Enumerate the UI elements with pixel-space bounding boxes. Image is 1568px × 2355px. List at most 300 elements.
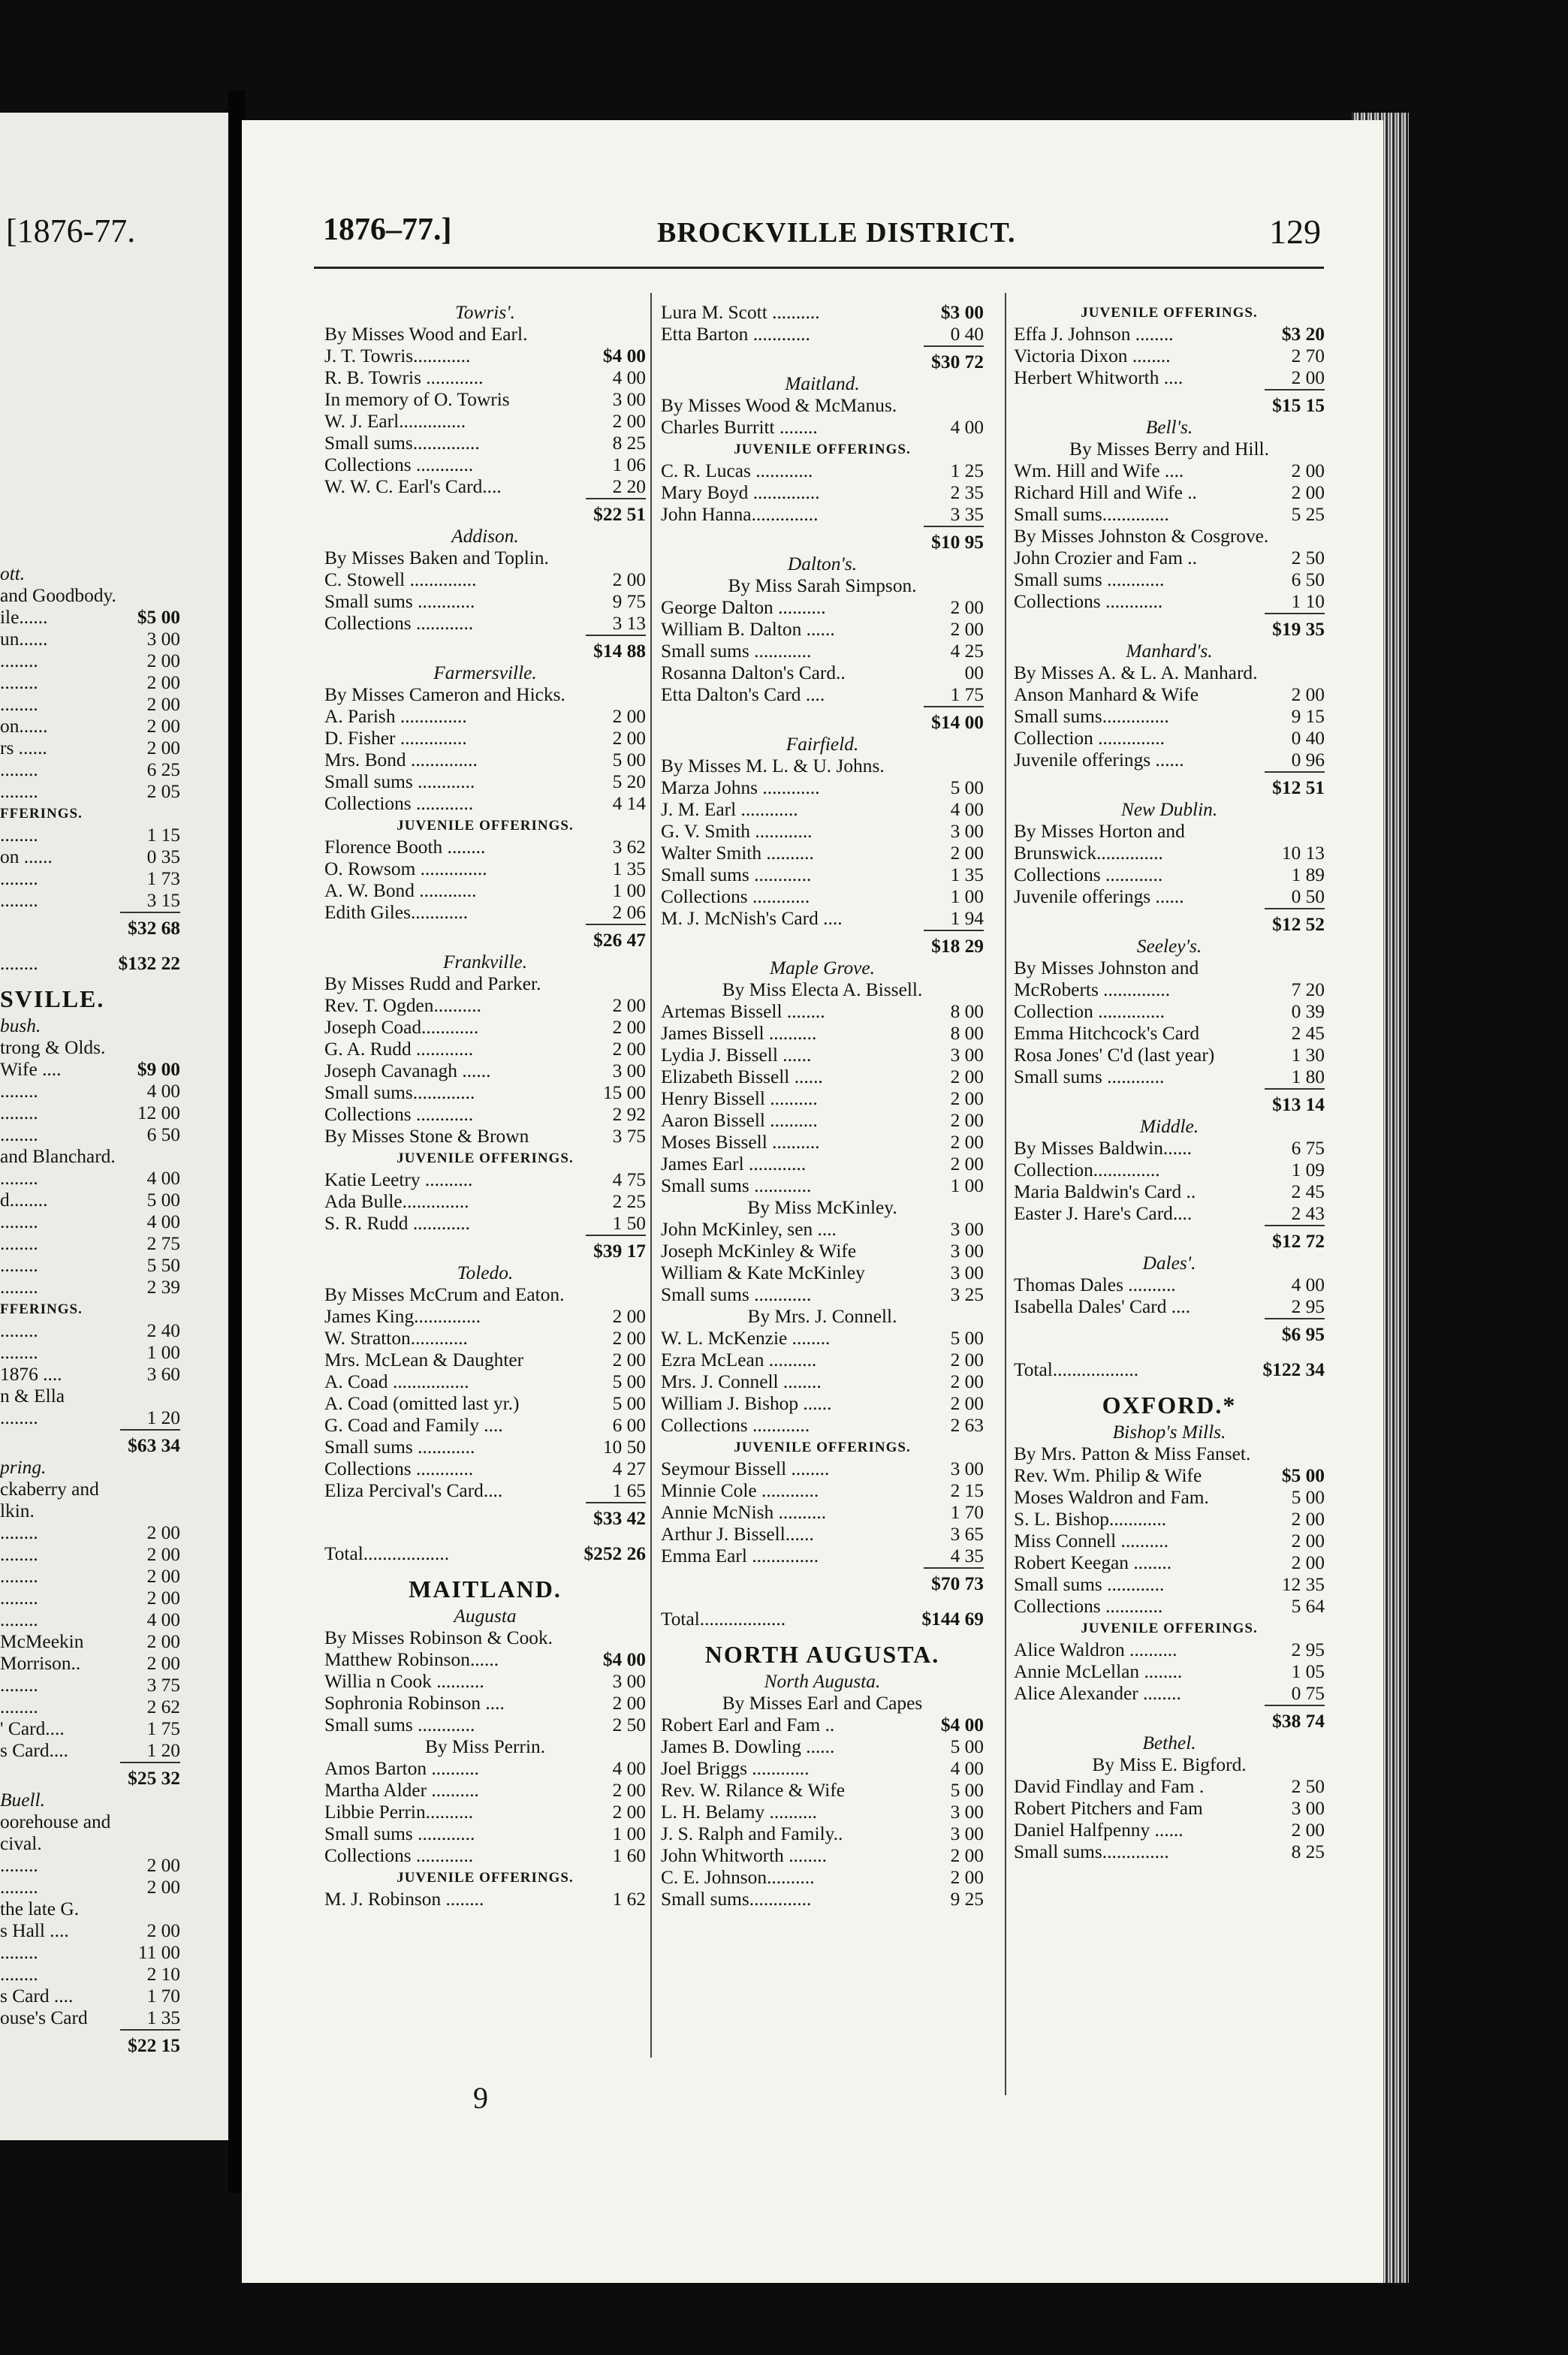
subtotal-rule [661,1567,984,1573]
entry-amount: 2 50 [1291,1776,1325,1797]
entry-row [1014,1639,1325,1661]
entry-row [661,302,984,324]
entry-name: ........ [0,1102,38,1123]
subtotal-rule [1014,1318,1325,1324]
heading-text: Maitland. [785,373,860,394]
entry-name: Victoria Dixon ........ [1014,345,1171,366]
previous-page-header: [1876-77. [6,213,136,249]
entry-name: By Misses Baldwin...... [1014,1138,1192,1159]
entry-row [0,1059,180,1081]
entry-row [324,1480,646,1502]
entry-amount: 2 00 [146,1544,180,1565]
entry-row [1014,843,1325,864]
entry-row [324,728,646,749]
entry-row [661,936,984,957]
entry-amount: 5 50 [146,1255,180,1276]
entry-amount: 3 25 [950,1284,984,1305]
entry-row [324,1241,646,1262]
entry-row [0,1435,180,1457]
heading-text: Augusta [454,1606,517,1627]
entry-amount: 3 62 [612,837,646,858]
entry-amount: 9 25 [950,1889,984,1910]
entry-name: Ezra McLean .......... [661,1349,817,1370]
entry-row [324,641,646,662]
entry-amount: 3 00 [950,1823,984,1844]
entry-amount: 2 00 [146,1877,180,1898]
subtotal-rule-mark [586,924,646,925]
section-heading [324,815,646,837]
entry-row [1014,777,1325,799]
entry-row [661,1736,984,1758]
entry-amount: 7 20 [1291,979,1325,1000]
entry-amount: 2 00 [612,1017,646,1038]
entry-name: J. S. Ralph and Family.. [661,1823,843,1844]
entry-row [324,1823,646,1845]
entry-name: Robert Keegan ........ [1014,1552,1172,1573]
entry-amount: 8 25 [1291,1841,1325,1862]
entry-row [0,1190,180,1211]
entry-amount: 2 00 [146,694,180,715]
entry-name: Collections ............ [324,1104,474,1125]
entry-amount: 1 30 [1291,1045,1325,1066]
entry-name: s Hall .... [0,1920,69,1941]
entry-amount: $9 00 [137,1059,180,1080]
entry-name: ........ [0,1081,38,1102]
entry-row [324,902,646,924]
entry-row [661,1241,984,1262]
entry-name: Small sums ............ [1014,569,1165,590]
entry-amount: 1 73 [146,868,180,889]
entry-row [0,1718,180,1740]
entry-row [0,2035,180,2057]
entry-amount: 2 00 [950,1066,984,1087]
entry-amount: 1 20 [146,1740,180,1761]
entry-name: Martha Alder .......... [324,1780,479,1801]
entry-name: William & Kate McKinley [661,1262,865,1283]
entry-amount: $25 32 [128,1768,180,1789]
entry-row [0,1696,180,1718]
entry-name: James Bissell .......... [661,1023,817,1044]
subtotal-rule [0,1762,180,1768]
subtotal-rule-mark [120,2029,180,2031]
entry-row [324,880,646,902]
heading-text: By Miss Electa A. Bissell. [722,979,923,1000]
entry-row [661,1415,984,1437]
entry-name: ........ [0,1407,38,1428]
entry-row [661,504,984,526]
entry-row [661,1153,984,1175]
entry-amount: 2 00 [146,737,180,758]
entry-amount: 2 00 [1291,1509,1325,1530]
entry-name: lkin. [0,1500,35,1521]
entry-amount: 3 00 [950,1802,984,1823]
entry-name: Effa J. Johnson ........ [1014,324,1174,345]
entry-amount: 4 00 [950,1758,984,1779]
entry-amount: 3 15 [146,890,180,911]
entry-name: James B. Dowling ...... [661,1736,835,1757]
entry-amount: 2 20 [612,476,646,497]
entry-name: ........ [0,781,38,802]
heading-text: FFERINGS. [0,806,83,822]
entry-name: James Earl ............ [661,1153,807,1174]
entry-row [661,324,984,345]
entry-row [661,1545,984,1567]
heading-text: Bishop's Mills. [1112,1422,1226,1443]
entry-amount: 8 25 [612,433,646,454]
entry-amount: 2 00 [146,1653,180,1674]
entry-name: A. Coad (omitted last yr.) [324,1393,520,1414]
section-heading [661,1306,984,1328]
section-heading [661,734,984,755]
entry-amount: 1 89 [1291,864,1325,885]
entry-row [0,1964,180,1986]
entry-row [0,1566,180,1588]
entry-name: Florence Booth ........ [324,837,486,858]
entry-amount: $4 00 [602,1649,646,1670]
entry-row [661,1262,984,1284]
entry-name: Mrs. Bond .............. [324,749,478,770]
entry-name: W. Stratton............ [324,1328,468,1349]
entry-amount: 3 13 [612,613,646,634]
entry-name: ........ [0,759,38,780]
entry-row [324,1714,646,1736]
entry-row [661,1066,984,1088]
entry-amount: 2 70 [1291,345,1325,366]
entry-name: Henry Bissell .......... [661,1088,818,1109]
heading-text: New Dublin. [1120,799,1218,820]
entry-amount: 0 40 [1291,728,1325,749]
entry-row [1014,1465,1325,1487]
entry-row [1014,706,1325,728]
subtotal-rule-mark [924,706,984,707]
entry-row [324,1328,646,1349]
header-page-number: 129 [1269,213,1321,251]
entry-name: Rosanna Dalton's Card.. [661,662,846,683]
heading-text: Bethel. [1142,1732,1196,1753]
entry-name: G. V. Smith ............ [661,821,813,842]
entry-row [661,1328,984,1349]
heading-text: North Augusta. [764,1671,881,1692]
entry-name: n & Ella [0,1386,65,1407]
entry-amount: 2 40 [146,1320,180,1341]
entry-amount: 2 00 [612,1328,646,1349]
entry-name: Small sums.............. [1014,504,1169,525]
heading-text: Dalton's. [787,553,858,574]
entry-name: un...... [0,629,48,650]
entry-amount: 1 75 [146,1718,180,1739]
entry-amount: 2 00 [146,650,180,671]
text-row [0,1386,180,1407]
entry-name: M. J. Robinson ........ [324,1889,484,1910]
entry-name: William B. Dalton ...... [661,619,835,640]
heading-text: MAITLAND. [409,1576,562,1603]
entry-name: C. E. Johnson.......... [661,1867,815,1888]
entry-name: By Misses Rudd and Parker. [324,973,541,994]
entry-name: Robert Pitchers and Fam [1014,1798,1203,1819]
entry-row [324,749,646,771]
entry-amount: 3 60 [146,1364,180,1385]
entry-name: ........ [0,672,38,693]
heading-text: Frankville. [442,951,528,972]
entry-name: ckaberry and [0,1479,99,1500]
subtotal-rule-mark [120,1762,180,1763]
section-heading [1014,641,1325,662]
entry-amount: 5 20 [612,771,646,792]
subtotal-rule [324,1502,646,1508]
heading-text: By Miss Perrin. [424,1736,546,1757]
entry-amount: 4 00 [950,799,984,820]
entry-amount: 5 00 [950,1328,984,1349]
entry-name: In memory of O. Towris [324,389,510,410]
entry-name: Anson Manhard & Wife [1014,684,1199,705]
entry-amount: 5 00 [950,1736,984,1757]
entry-amount: 2 00 [146,672,180,693]
entry-amount: 4 00 [146,1211,180,1232]
subtotal-rule [661,526,984,532]
entry-amount: $4 00 [602,345,646,366]
subtotal-rule-mark [120,912,180,913]
heading-text: Farmersville. [433,662,537,683]
entry-amount: 2 00 [146,1920,180,1941]
entry-name: and Blanchard. [0,1146,116,1167]
section-heading [661,1197,984,1219]
entry-amount: 2 00 [1291,482,1325,503]
entry-name: Small sums ............ [324,591,475,612]
entry-name: ........ [0,694,38,715]
entry-amount: 4 75 [612,1169,646,1190]
entry-row [661,864,984,886]
entry-amount: 3 00 [612,389,646,410]
section-heading [1014,417,1325,439]
entry-amount: $14 88 [593,641,646,662]
entry-amount: $12 51 [1272,777,1325,798]
entry-name: Collections ............ [661,886,810,907]
entry-row [324,771,646,793]
entry-row [324,389,646,411]
entry-row [0,1544,180,1566]
entry-name: Wm. Hill and Wife .... [1014,460,1184,481]
entry-row [0,759,180,781]
entry-row [661,1219,984,1241]
entry-row [661,712,984,734]
entry-amount: 2 50 [612,1714,646,1735]
entry-row [1014,367,1325,389]
entry-name: ........ [0,1233,38,1254]
heading-text: ott. [0,563,26,584]
entry-row [1014,1487,1325,1509]
entry-amount: 2 00 [146,1522,180,1543]
section-heading [0,1457,180,1479]
entry-name: s Card.... [0,1740,68,1761]
entry-amount: 1 62 [612,1889,646,1910]
entry-row [0,1211,180,1233]
entry-name: cival. [0,1833,42,1854]
subtotal-rule-mark [1265,1705,1325,1706]
entry-name: McMeekin [0,1631,84,1652]
entry-row [661,619,984,641]
entry-amount: 2 00 [950,1845,984,1866]
entry-name: ........ [0,1124,38,1145]
heading-text: Manhard's. [1126,641,1213,662]
entry-name: By Misses Baken and Toplin. [324,547,549,568]
column-2 [661,302,984,1910]
subtotal-rule-mark [586,1235,646,1236]
entry-row [324,1458,646,1480]
entry-amount: 3 00 [1291,1798,1325,1819]
entry-row [1014,1711,1325,1732]
entry-name: ile...... [0,607,48,628]
entry-name: John Hanna.............. [661,504,819,525]
entry-row [0,650,180,672]
entry-name: Emma Hitchcock's Card [1014,1023,1200,1044]
entry-amount: 2 00 [950,597,984,618]
header-rule [314,267,1324,269]
section-heading [324,1262,646,1284]
text-row [324,1627,646,1649]
entry-name: By Misses M. L. & U. Johns. [661,755,885,776]
entry-name: ........ [0,1942,38,1963]
entry-amount: 2 06 [612,902,646,923]
entry-name: d........ [0,1190,48,1211]
entry-name: S. L. Bishop............ [1014,1509,1167,1530]
entry-row [661,1284,984,1306]
entry-row [324,411,646,433]
entry-amount: 2 00 [612,411,646,432]
previous-page-fragment [0,113,230,2140]
entry-row [0,694,180,716]
entry-name: and Goodbody. [0,585,116,606]
section-heading [661,1437,984,1458]
entry-name: By Misses Horton and [1014,821,1185,842]
entry-row [0,825,180,846]
entry-row [324,1126,646,1147]
entry-amount: 5 00 [612,749,646,770]
section-heading [661,373,984,395]
heading-text: Maple Grove. [769,957,876,978]
entry-row [324,1349,646,1371]
entry-name: Marza Johns ............ [661,777,820,798]
text-row [661,755,984,777]
heading-text: Seeley's. [1136,936,1202,957]
entry-amount: $3 00 [940,302,984,323]
entry-row [661,777,984,799]
entry-amount: 2 00 [146,1588,180,1609]
previous-page-column [0,563,180,2057]
entry-name: W. J. Earl.............. [324,411,466,432]
entry-name: Lura M. Scott .......... [661,302,820,323]
entry-name: Small sums.............. [1014,1841,1169,1862]
entry-name: 1876 .... [0,1364,62,1385]
entry-row [324,1758,646,1780]
entry-amount: 1 65 [612,1480,646,1501]
entry-name: Thomas Dales .......... [1014,1274,1176,1295]
entry-row [1014,1159,1325,1181]
entry-name: J. M. Earl ............ [661,799,798,820]
entry-row [1014,1574,1325,1596]
entry-name: By Misses Stone & Brown [324,1126,529,1147]
entry-amount: 1 35 [950,864,984,885]
subtotal-rule [661,930,984,936]
entry-name: Elizabeth Bissell ...... [661,1066,823,1087]
entry-name: trong & Olds. [0,1037,106,1058]
entry-amount: 2 00 [612,1306,646,1327]
entry-name: Aaron Bissell .......... [661,1110,818,1131]
entry-amount: 8 00 [950,1023,984,1044]
section-heading [661,1693,984,1714]
column-divider-2 [1005,293,1006,2095]
entry-name: Eliza Percival's Card.... [324,1480,503,1501]
entry-name: John Whitworth ........ [661,1845,827,1866]
entry-row [324,1169,646,1191]
heading-text: JUVENILE OFFERINGS. [397,818,574,834]
entry-row [324,995,646,1017]
entry-row [661,1502,984,1524]
entry-name: s Card .... [0,1986,74,2007]
entry-amount: $39 17 [593,1241,646,1262]
section-heading [0,985,180,1015]
section-heading [324,662,646,684]
entry-row [0,1081,180,1102]
entry-amount: 0 39 [1291,1001,1325,1022]
entry-amount: $70 73 [931,1573,984,1594]
entry-amount: 1 70 [950,1502,984,1523]
heading-text: JUVENILE OFFERINGS. [1081,1621,1258,1636]
heading-text: JUVENILE OFFERINGS. [734,1440,911,1455]
entry-row [0,2007,180,2029]
entry-row [661,1802,984,1823]
entry-amount: 2 00 [612,995,646,1016]
entry-row [1014,1776,1325,1798]
entry-row [0,868,180,890]
heading-text: JUVENILE OFFERINGS. [734,442,911,457]
entry-name: Katie Leetry .......... [324,1169,473,1190]
entry-row [324,1845,646,1867]
entry-name: C. R. Lucas ............ [661,460,813,481]
subtotal-rule-mark [924,1567,984,1569]
entry-row [1014,1596,1325,1618]
entry-row [661,1371,984,1393]
entry-row [1014,1820,1325,1841]
entry-amount: 3 00 [950,1241,984,1262]
column-1 [324,302,646,1910]
subtotal-rule [661,345,984,351]
entry-amount: 5 00 [950,777,984,798]
entry-amount: 2 00 [950,1110,984,1131]
entry-row [324,1543,646,1565]
entry-amount: 2 63 [950,1415,984,1436]
entry-row [661,821,984,843]
entry-amount: $38 74 [1272,1711,1325,1732]
entry-amount: 6 50 [1291,569,1325,590]
entry-name: the late G. [0,1898,80,1919]
entry-row [0,672,180,694]
text-row [661,395,984,417]
subtotal-rule-mark [924,930,984,931]
entry-amount: $33 42 [593,1508,646,1529]
entry-row [661,843,984,864]
entry-row [1014,345,1325,367]
entry-amount: 5 00 [146,1190,180,1211]
entry-name: By Misses McCrum and Eaton. [324,1284,565,1305]
entry-amount: 2 00 [612,1780,646,1801]
entry-amount: 6 25 [146,759,180,780]
entry-amount: 1 06 [612,454,646,475]
entry-name: Total.................. [1014,1359,1139,1380]
entry-amount: 2 00 [146,1631,180,1652]
entry-amount: $132 22 [118,953,180,974]
entry-name: Collections ............ [324,1845,474,1866]
entry-name: ........ [0,1544,38,1565]
